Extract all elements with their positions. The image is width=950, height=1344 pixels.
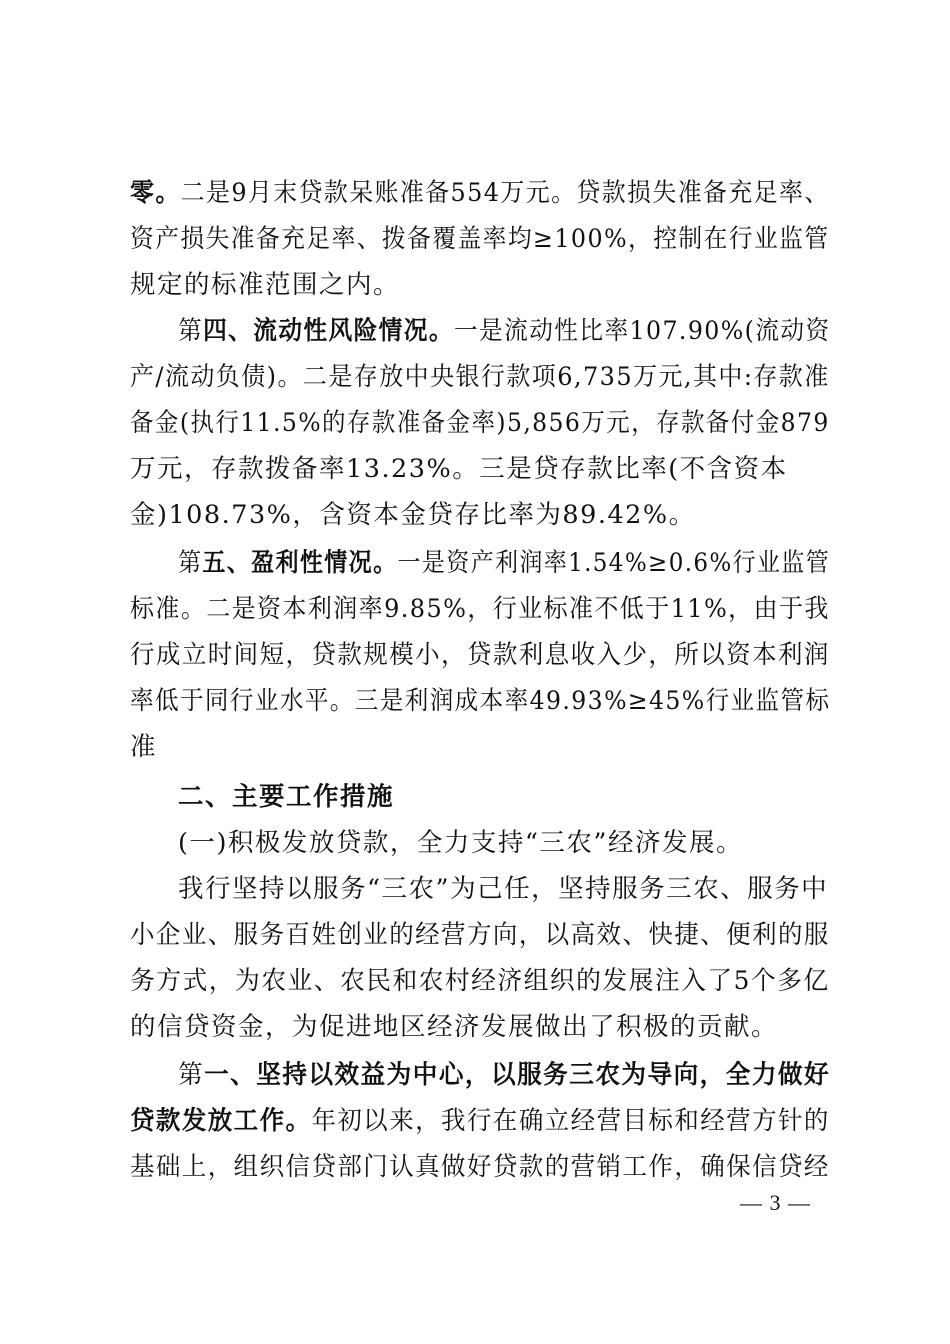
text-run: 贷款发放工作。 — [130, 1106, 312, 1136]
page-number: — 3 — — [740, 1190, 811, 1215]
text-line-4 — [178, 314, 831, 348]
text-line-7 — [130, 452, 788, 486]
text-line-6 — [130, 406, 830, 440]
text-run: 务方式，为农业、农民和农村经济组织的发展注入了5个多亿 — [130, 966, 830, 996]
text-run: 二、主要工作措施 — [178, 782, 395, 812]
text-run: 第 — [178, 1060, 205, 1090]
text-line-10 — [130, 592, 830, 626]
text-line-2 — [130, 222, 830, 256]
text-run: 年初以来，我行在确立经营目标和经营方针的 — [311, 1106, 830, 1136]
subsection-heading — [178, 826, 743, 860]
text-run: 一是资产利润率1.54%≥0.6%行业监管 — [397, 548, 831, 578]
text-line-1 — [130, 176, 830, 210]
text-line-8 — [130, 498, 696, 532]
text-run: 率低于同行业水平。三是利润成本率49.93%≥45%行业监管标 — [130, 686, 831, 716]
text-run: 第 — [178, 316, 204, 346]
text-line-11 — [130, 638, 830, 672]
text-run: 备金(执行11.5%的存款准备金率)5,856万元，存款备付金879 — [130, 408, 830, 438]
text-line-20 — [178, 1058, 830, 1092]
text-run: 的信贷资金，为促进地区经济发展做出了积极的贡献。 — [130, 1012, 779, 1042]
text-run: 五、盈利性情况。 — [202, 548, 398, 578]
text-run: 二是9月末贷款呆账准备554万元。贷款损失准备充足率、 — [180, 178, 830, 208]
text-run: 准 — [130, 732, 158, 762]
text-line-5 — [130, 360, 830, 394]
text-run: 行成立时间短，贷款规模小，贷款利息收入少，所以资本利润 — [130, 640, 830, 670]
text-run: 标准。二是资本利润率9.85%，行业标准不低于11%，由于我 — [130, 594, 830, 624]
text-line-22 — [130, 1150, 830, 1184]
text-run: 小企业、服务百姓创业的经营方向，以高效、快捷、便利的服 — [130, 920, 830, 950]
text-run: 第 — [178, 548, 203, 578]
text-line-16 — [178, 872, 828, 906]
text-line-9 — [178, 546, 830, 580]
section-heading — [178, 780, 394, 814]
text-run: 万元，存款拨备率13.23%。三是贷存款比率(不含资本 — [130, 454, 788, 484]
text-line-21 — [130, 1104, 830, 1138]
text-line-3 — [130, 268, 400, 302]
text-line-19 — [130, 1010, 778, 1044]
text-run: 零。 — [130, 178, 181, 208]
text-run: 我行坚持以服务“三农”为己任，坚持服务三农、服务中 — [178, 874, 829, 904]
text-line-17 — [130, 918, 830, 952]
text-run: 资产损失准备充足率、拨备覆盖率均≥100%，控制在行业监管 — [130, 224, 830, 254]
text-run: 一、坚持以效益为中心，以服务三农为导向，全力做好 — [204, 1060, 831, 1090]
text-run: 基础上，组织信贷部门认真做好贷款的营销工作，确保信贷经 — [130, 1152, 830, 1182]
text-line-12 — [130, 684, 830, 718]
text-line-13 — [130, 730, 157, 764]
text-run: 规定的标准范围之内。 — [130, 270, 401, 300]
text-run: 金)108.73%，含资本金贷存比率为89.42%。 — [130, 500, 696, 530]
text-run: (一)积极发放贷款，全力支持“三农”经济发展。 — [178, 828, 743, 858]
text-run: 产/流动负债)。二是存放中央银行款项6,735万元,其中:存款准 — [130, 362, 830, 392]
text-line-18 — [130, 964, 830, 998]
text-run: 一是流动性比率107.90%(流动资 — [453, 316, 831, 346]
text-run: 四、流动性风险情况。 — [203, 316, 454, 346]
